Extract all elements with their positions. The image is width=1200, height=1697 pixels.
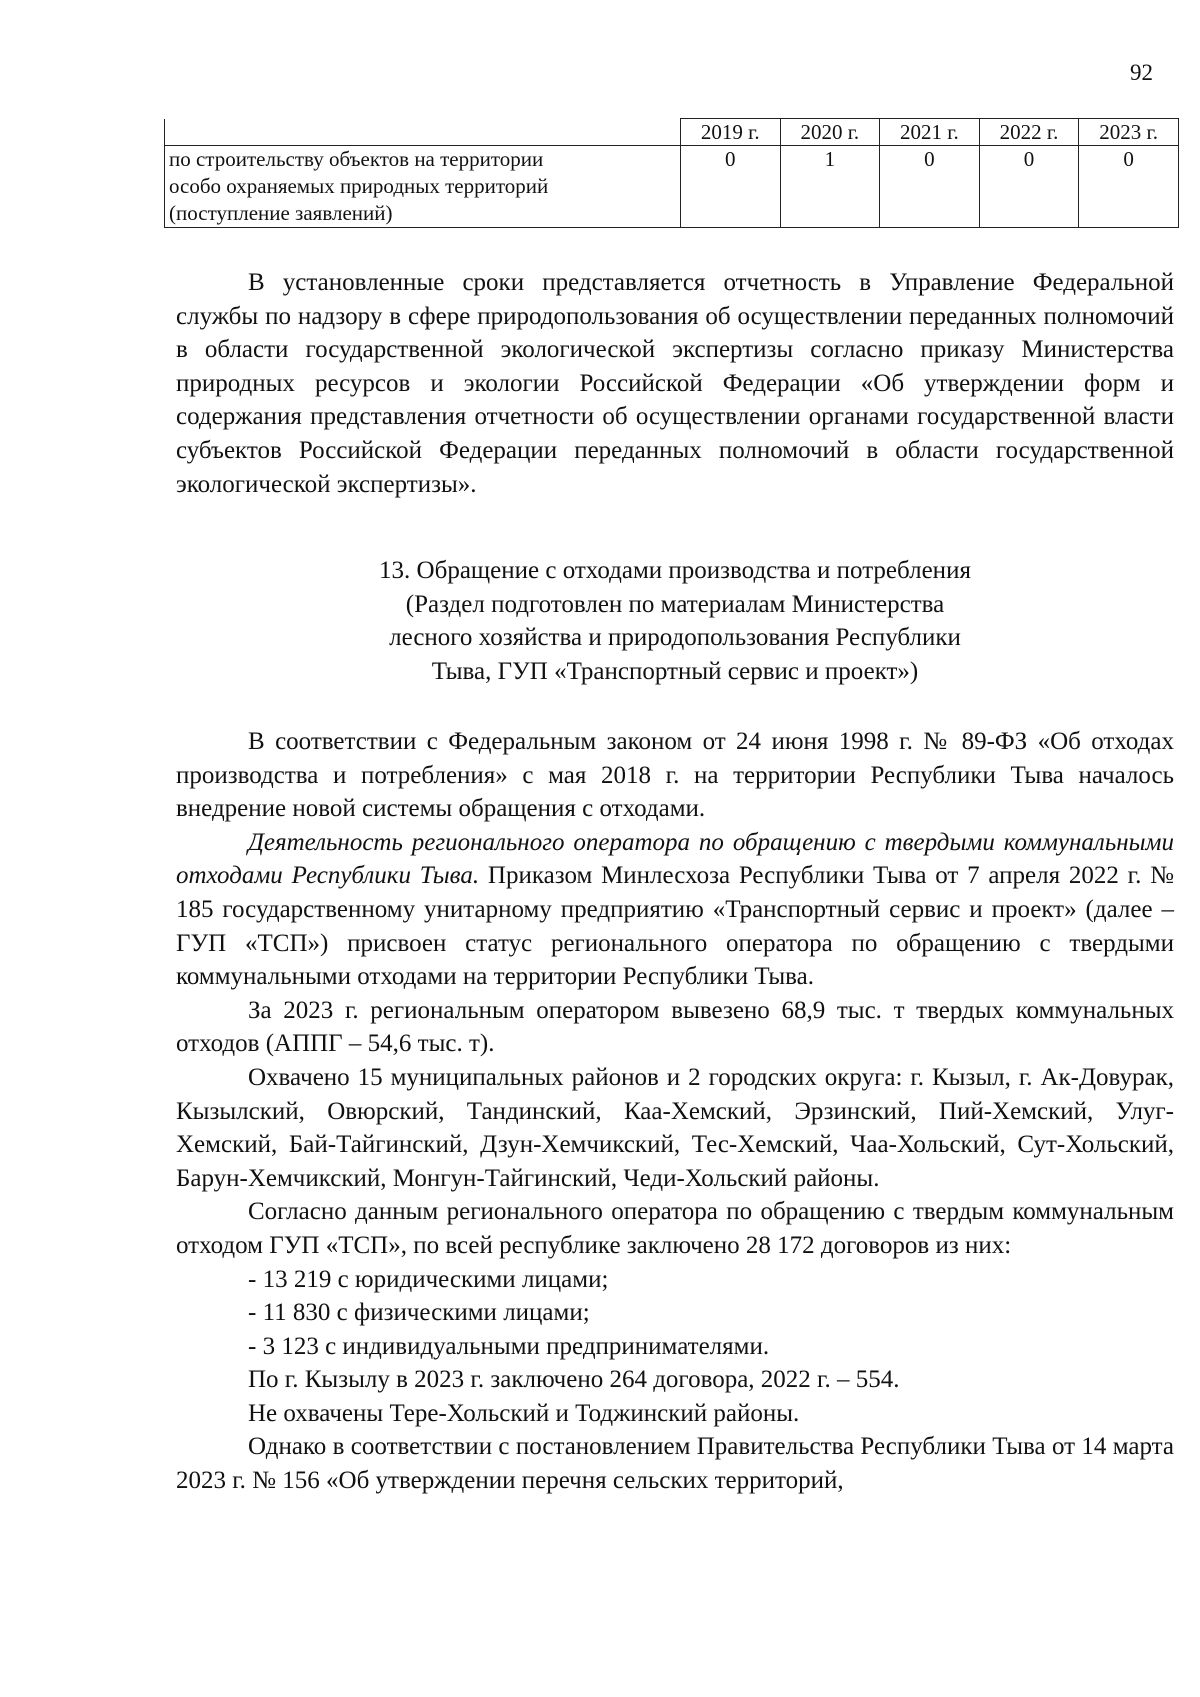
list-item: - 13 219 с юридическими лицами;: [248, 1265, 609, 1293]
section-subtitle-line: Тыва, ГУП «Транспортный сервис и проект»): [431, 657, 919, 685]
table-cell: 0: [880, 146, 980, 228]
italic-lead: Деятельность регионального оператора по обращению с твердыми коммунальными отходами Республики Тыва.: [176, 828, 1174, 890]
reporting-paragraph: В установленные сроки представляется отчетность в Управление Федеральной службы по надзору в сфере природопользования об осуществлении переданных полномочий в области государственной экологической экспертизы согласно приказу Министерства природных ресурсов и экологии Российской Федерации «Об утверждении форм и содержания представления отчетности об осуществлении органами государственной власти субъектов Российской Федерации переданных полномочий в области государственной экологической экспертизы».: [176, 269, 1174, 498]
paragraph-operator: [176, 826, 1174, 994]
table-header-row: [165, 119, 1179, 146]
reporting-block: [176, 266, 1174, 501]
list-item: - 3 123 с индивидуальными предпринимателями.: [248, 1332, 770, 1360]
paragraph-decree: Однако в соответствии с постановлением Правительства Республики Тыва от 14 марта 2023 г. № 156 «Об утверждении перечня сельских территорий,: [176, 1433, 1174, 1495]
paragraph-coverage: Охвачено 15 муниципальных районов и 2 городских округа: г. Кызыл, г. Ак-Довурак, Кызылский, Овюрский, Тандинский, Каа-Хемский, Эрзинский, Пий-Хемский, Улуг-Хемский, Бай-Тайгинский, Дзун-Хемчикский, Тес-Хемский, Чаа-Хольский, Сут-Хольский, Барун-Хемчикский, Монгун-Тайгинский, Чеди-Хольский районы.: [176, 1063, 1174, 1192]
year-header: 2023 г.: [1079, 119, 1179, 146]
statistics-table: [164, 118, 1179, 228]
year-header: 2020 г.: [780, 119, 880, 146]
row-label-line: (поступление заявлений): [169, 201, 393, 225]
list-item: - 11 830 с физическими лицами;: [248, 1299, 590, 1327]
section-subtitle-line: лесного хозяйства и природопользования Республики: [389, 624, 961, 652]
paragraph-volume: За 2023 г. региональным оператором вывезено 68,9 тыс. т твердых коммунальных отходов (АППГ – 54,6 тыс. т).: [176, 996, 1174, 1058]
paragraph-law: В соответствии с Федеральным законом от 24 июня 1998 г. № 89-ФЗ «Об отходах производства и потребления» с мая 2018 г. на территории Республики Тыва началось внедрение новой системы обращения с отходами.: [176, 728, 1174, 823]
year-header: 2021 г.: [880, 119, 980, 146]
body-text: [176, 725, 1174, 1498]
table-row: [165, 146, 1179, 228]
section-heading: [176, 554, 1174, 688]
paragraph-kyzyl: По г. Кызылу в 2023 г. заключено 264 договора, 2022 г. – 554.: [248, 1366, 900, 1394]
paragraph-operator-text: Приказом Минлесхоза Республики Тыва от 7 апреля 2022 г. № 185 государственному унитарному предприятию «Транспортный сервис и проект» (далее – ГУП «ТСП») присвоен статус регионального оператора по обращению с твердыми коммунальными отходами на территории Республики Тыва.: [176, 862, 1174, 991]
table-cell: 0: [979, 146, 1079, 228]
table-cell: 1: [780, 146, 880, 228]
row-label-line: особо охраняемых природных территорий: [169, 174, 549, 198]
year-header: 2022 г.: [979, 119, 1079, 146]
year-header: 2019 г.: [680, 119, 780, 146]
table-cell: 0: [1079, 146, 1179, 228]
row-label-line: по строительству объектов на территории: [169, 147, 544, 171]
section-subtitle-line: (Раздел подготовлен по материалам Министерства: [405, 590, 945, 618]
page-number: 92: [1130, 60, 1153, 85]
paragraph-not-covered: Не охвачены Тере-Хольский и Тоджинский районы.: [248, 1399, 800, 1427]
table-cell: 0: [680, 146, 780, 228]
section-title: 13. Обращение с отходами производства и потребления: [379, 557, 971, 584]
paragraph-contracts: Согласно данным регионального оператора по обращению с твердым коммунальным отходом ГУП «ТСП», по всей республике заключено 28 172 договоров из них:: [176, 1198, 1174, 1259]
table-header-empty: [165, 119, 681, 146]
row-label: [165, 146, 681, 228]
